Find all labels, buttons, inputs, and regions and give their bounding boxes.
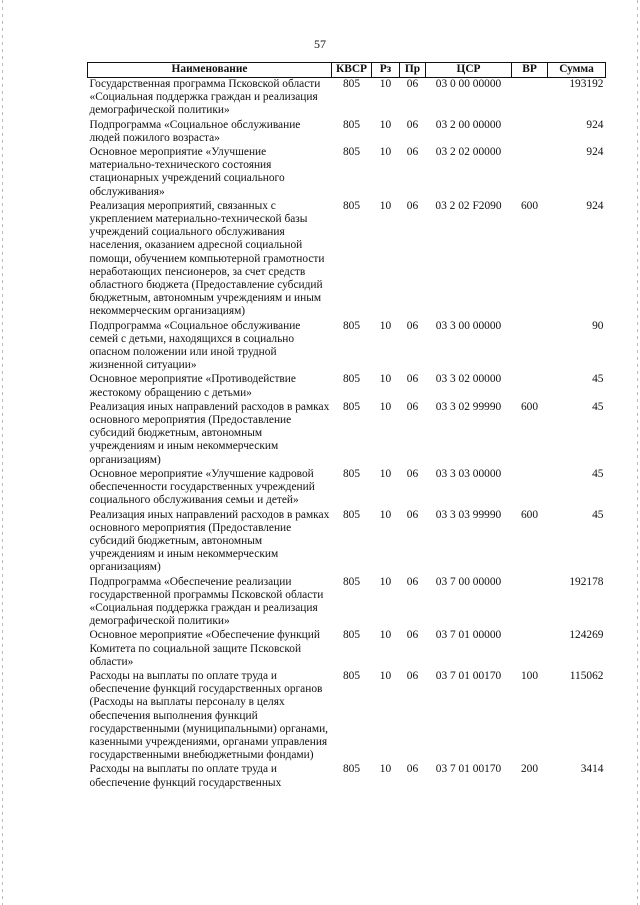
row-sum: 924 <box>586 199 604 212</box>
row-rz: 10 <box>379 199 392 212</box>
row-rz: 10 <box>379 629 392 642</box>
row-vr: 100 <box>520 669 539 682</box>
table-row <box>88 763 606 790</box>
row-kvsr: 805 <box>342 467 361 480</box>
row-sum: 192178 <box>569 575 604 588</box>
row-vr <box>512 576 548 630</box>
table-row <box>88 373 606 400</box>
scan-edge-right <box>637 0 638 905</box>
row-rz: 10 <box>379 575 392 588</box>
row-pr: 06 <box>406 575 419 588</box>
row-kvsr: 805 <box>342 629 361 642</box>
row-rz: 10 <box>379 146 392 159</box>
table-row <box>88 119 606 146</box>
table-row <box>88 320 606 374</box>
row-kvsr: 805 <box>342 575 361 588</box>
row-kvsr: 805 <box>342 146 361 159</box>
row-sum: 45 <box>592 508 604 521</box>
row-csr: 03 3 03 99990 <box>435 508 502 521</box>
row-pr: 06 <box>406 78 419 90</box>
header-vr: ВР <box>512 63 548 78</box>
row-vr: 600 <box>520 199 539 212</box>
row-vr <box>512 146 548 200</box>
row-pr: 06 <box>406 199 419 212</box>
row-pr: 06 <box>406 763 419 776</box>
row-name: Подпрограмма «Социальное обслуживание семей с детьми, находящихся в социально опасном положении или иной трудной жизненной ситуации» <box>89 319 301 372</box>
row-pr: 06 <box>406 467 419 480</box>
row-name: Реализация мероприятий, связанных с укреплением материально-технической базы учреждений социального обслуживания населения, оказанием адресной социальной помощи, обучением компьютерной грамотности неработающих пенсионеров, за счет средств областного бюджета (Предоставление субсидий бюджетным, автономным учреждениям и иным некоммерческим организациям) <box>89 199 325 318</box>
row-vr <box>512 373 548 400</box>
row-rz: 10 <box>379 763 392 776</box>
table-row <box>88 468 606 509</box>
header-kvsr: КВСР <box>332 63 372 78</box>
row-name: Расходы на выплаты по оплате труда и обеспечение функций государственных органов (Расходы на выплаты персоналу в целях обеспечения выполнения функций государственными (муниципальными) органами, казенными учреждениями, органами управления государственными внебюджетными фондами) <box>89 669 329 762</box>
row-csr: 03 3 02 00000 <box>435 373 502 386</box>
table-header-row <box>88 63 606 78</box>
row-csr: 03 7 00 00000 <box>435 575 502 588</box>
row-sum: 124269 <box>569 629 604 642</box>
row-vr: 600 <box>520 400 539 413</box>
row-vr <box>512 629 548 670</box>
header-pr: Пр <box>400 63 426 78</box>
table-row <box>88 509 606 576</box>
row-name: Реализация иных направлений расходов в рамках основного мероприятия (Предоставление субсидий бюджетным, автономным учреждениям и иным некоммерческим организациям) <box>89 400 330 466</box>
row-name: Подпрограмма «Обеспечение реализации государственной программы Псковской области «Социальная поддержка граждан и реализация демографической политики» <box>89 575 324 628</box>
row-name: Основное мероприятие «Обеспечение функций Комитета по социальной защите Псковской области» <box>89 629 320 668</box>
row-pr: 06 <box>406 508 419 521</box>
row-vr <box>512 119 548 146</box>
row-pr: 06 <box>406 669 419 682</box>
row-kvsr: 805 <box>342 118 361 131</box>
row-name: Основное мероприятие «Противодействие жестокому обращению с детьми» <box>89 373 296 399</box>
row-name: Расходы на выплаты по оплате труда и обеспечение функций государственных <box>89 763 282 789</box>
row-sum: 45 <box>592 400 604 413</box>
header-csr: ЦСР <box>426 63 512 78</box>
row-pr: 06 <box>406 629 419 642</box>
row-name: Подпрограмма «Социальное обслуживание людей пожилого возраста» <box>89 118 301 144</box>
row-name: Основное мероприятие «Улучшение кадровой обеспеченности государственных учреждений социального обслуживания семьи и детей» <box>89 467 315 507</box>
row-csr: 03 2 02 00000 <box>435 146 502 159</box>
row-pr: 06 <box>406 373 419 386</box>
row-name: Государственная программа Псковской области «Социальная поддержка граждан и реализация демографической политики» <box>89 78 321 117</box>
row-rz: 10 <box>379 508 392 521</box>
row-kvsr: 805 <box>342 508 361 521</box>
row-pr: 06 <box>406 146 419 159</box>
row-sum: 115062 <box>569 669 604 682</box>
row-vr: 600 <box>520 508 539 521</box>
row-kvsr: 805 <box>342 669 361 682</box>
row-vr <box>512 78 548 119</box>
row-kvsr: 805 <box>342 373 361 386</box>
row-csr: 03 3 00 00000 <box>435 319 502 332</box>
row-vr: 200 <box>520 763 539 776</box>
table-row <box>88 629 606 670</box>
row-rz: 10 <box>379 118 392 131</box>
budget-table <box>87 62 606 791</box>
row-csr: 03 7 01 00170 <box>435 763 502 776</box>
header-name: Наименование <box>88 63 332 78</box>
table-row <box>88 401 606 468</box>
row-sum: 193192 <box>569 78 604 90</box>
row-pr: 06 <box>406 319 419 332</box>
row-rz: 10 <box>379 78 392 90</box>
row-vr <box>512 320 548 374</box>
row-csr: 03 2 00 00000 <box>435 118 502 131</box>
row-sum: 45 <box>592 467 604 480</box>
row-vr <box>512 468 548 509</box>
row-kvsr: 805 <box>342 78 361 90</box>
row-sum: 3414 <box>580 763 604 776</box>
table-row <box>88 146 606 200</box>
row-pr: 06 <box>406 400 419 413</box>
header-rz: Рз <box>372 63 400 78</box>
table-row <box>88 670 606 763</box>
table-row <box>88 200 606 320</box>
row-csr: 03 3 02 99990 <box>435 400 502 413</box>
table-row <box>88 78 606 119</box>
row-sum: 924 <box>586 118 604 131</box>
row-sum: 90 <box>592 319 604 332</box>
row-rz: 10 <box>379 400 392 413</box>
row-rz: 10 <box>379 669 392 682</box>
row-kvsr: 805 <box>342 400 361 413</box>
page-number: 57 <box>314 37 326 51</box>
row-rz: 10 <box>379 319 392 332</box>
table-row <box>88 576 606 630</box>
row-kvsr: 805 <box>342 763 361 776</box>
row-pr: 06 <box>406 118 419 131</box>
row-name: Основное мероприятие «Улучшение материально-технического состояния стационарных учреждений социального обслуживания» <box>89 146 285 198</box>
header-sum: Сумма <box>548 63 606 78</box>
row-kvsr: 805 <box>342 199 361 212</box>
row-csr: 03 7 01 00170 <box>435 669 502 682</box>
row-sum: 924 <box>586 146 604 159</box>
row-csr: 03 0 00 00000 <box>435 78 502 90</box>
row-kvsr: 805 <box>342 319 361 332</box>
row-csr: 03 7 01 00000 <box>435 629 502 642</box>
scan-edge-left <box>2 0 3 905</box>
row-sum: 45 <box>592 373 604 386</box>
row-rz: 10 <box>379 467 392 480</box>
row-csr: 03 2 02 F2090 <box>435 199 502 212</box>
row-csr: 03 3 03 00000 <box>435 467 502 480</box>
row-rz: 10 <box>379 373 392 386</box>
row-name: Реализация иных направлений расходов в рамках основного мероприятия (Предоставление субсидий бюджетным, автономным учреждениям и иным некоммерческим организациям) <box>89 508 330 574</box>
